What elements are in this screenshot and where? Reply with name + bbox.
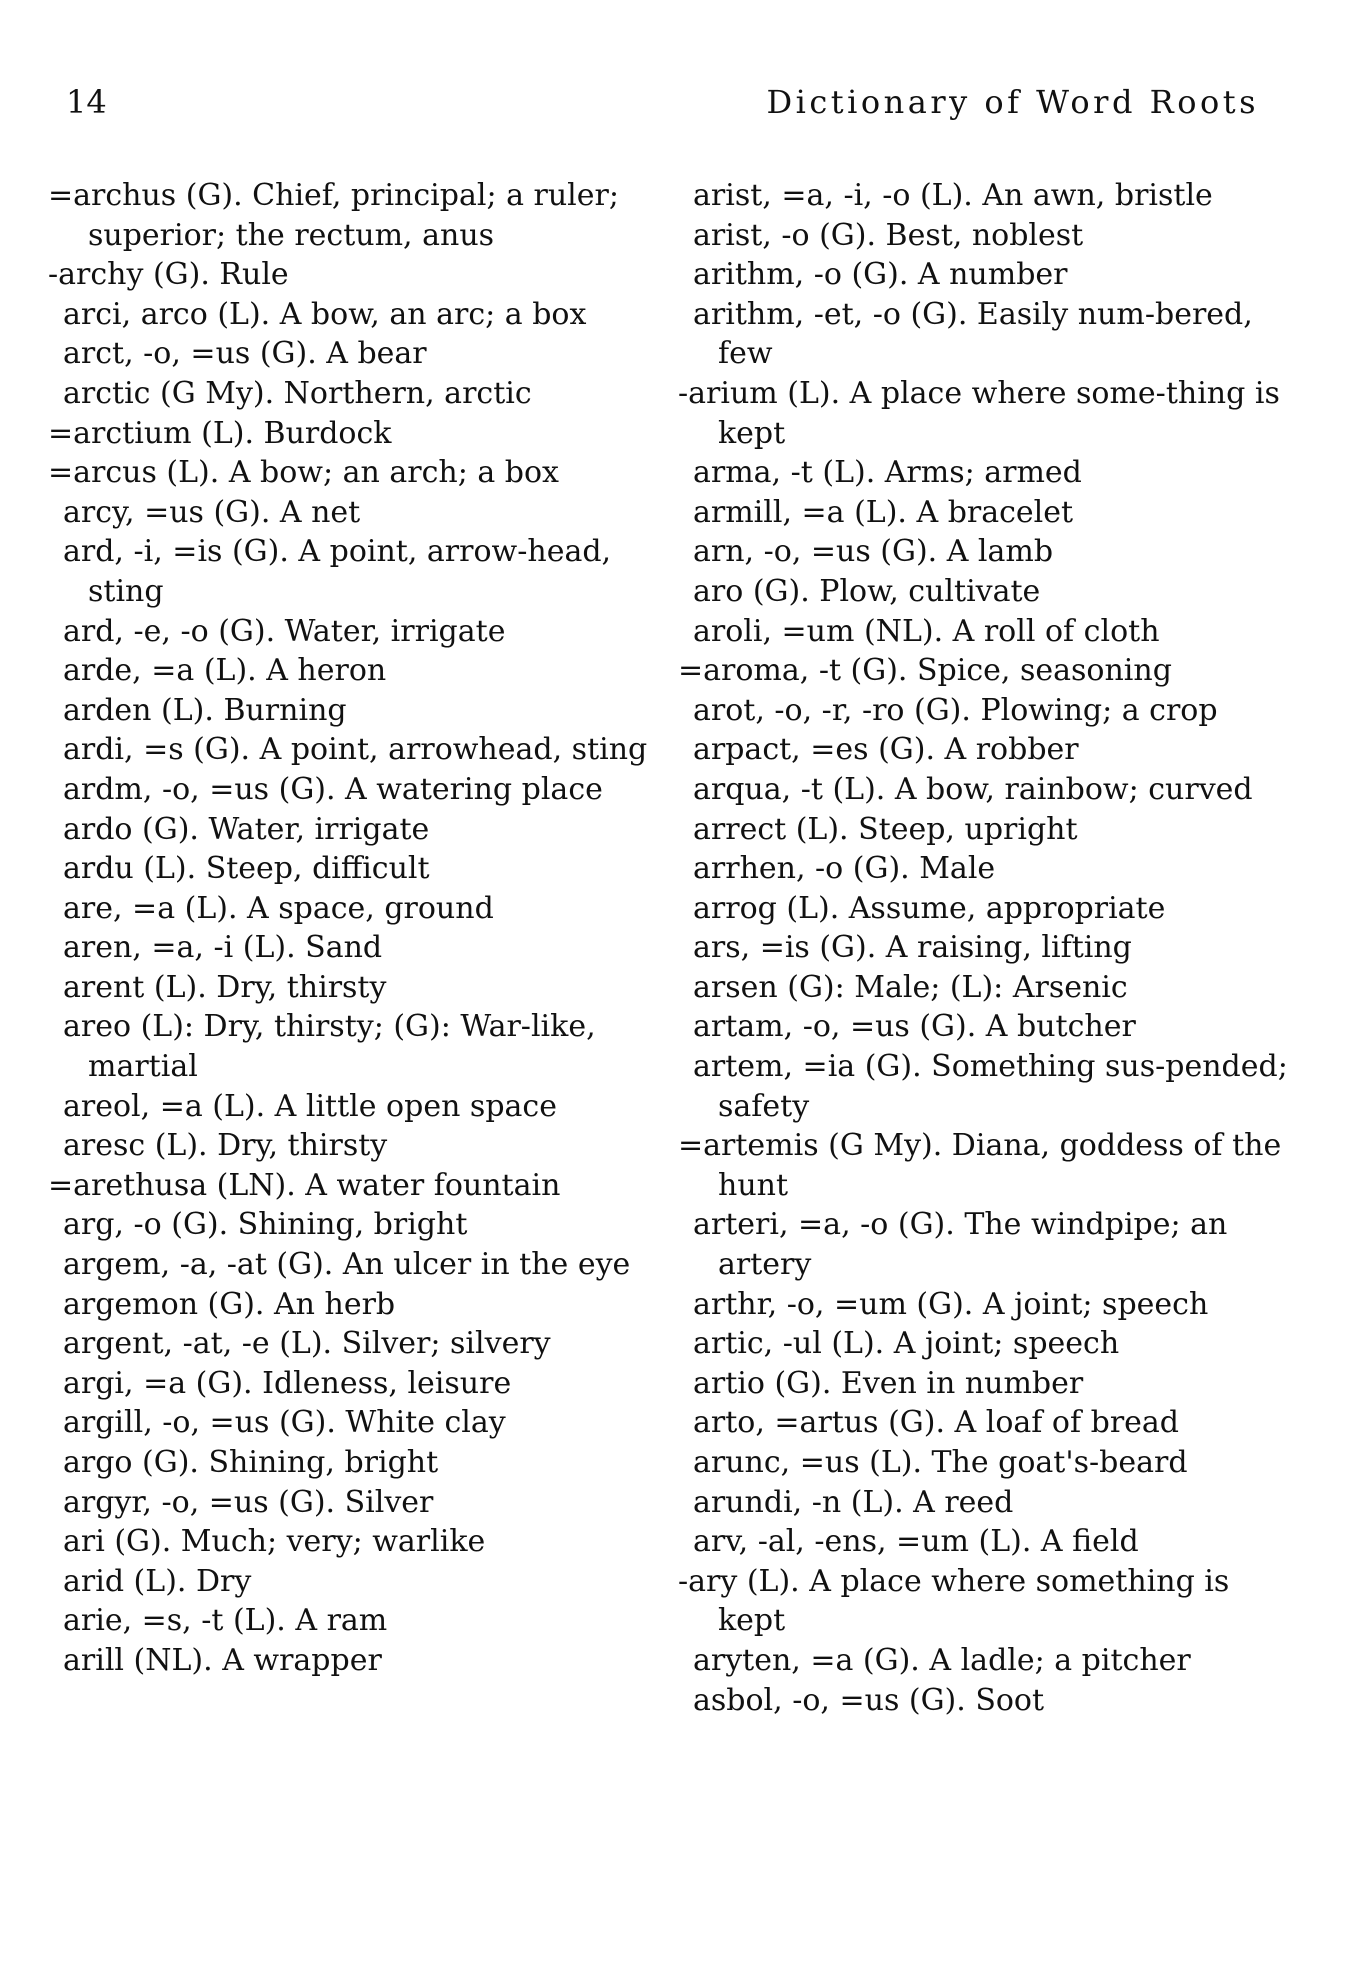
- dictionary-entry: ardo (G). Water, irrigate: [63, 811, 430, 847]
- dictionary-entry: ard, -e, -o (G). Water, irrigate: [63, 613, 506, 649]
- dictionary-entry: arrect (L). Steep, upright: [693, 811, 1078, 847]
- dictionary-entry: artic, -ul (L). A joint; speech: [693, 1326, 1120, 1362]
- dictionary-entry: arqua, -t (L). A bow, rainbow; curved: [693, 771, 1253, 807]
- dictionary-entry: are, =a (L). A space, ground: [63, 890, 494, 926]
- dictionary-entry: argo (G). Shining, bright: [63, 1445, 439, 1480]
- dictionary-entry: ard, -i, =is (G). A point, arrow-head, sting: [63, 534, 612, 609]
- dictionary-entry: arden (L). Burning: [63, 692, 347, 728]
- dictionary-entry: arma, -t (L). Arms; armed: [693, 455, 1082, 491]
- dictionary-entry: arrhen, -o (G). Male: [693, 851, 996, 887]
- dictionary-entry: arid (L). Dry: [63, 1563, 252, 1599]
- dictionary-entry: aryten, =a (G). A ladle; a pitcher: [693, 1642, 1191, 1678]
- dictionary-entry: areo (L): Dry, thirsty; (G): War-like, martial: [63, 1009, 596, 1085]
- dictionary-entry: ari (G). Much; very; warlike: [63, 1524, 486, 1560]
- dictionary-entry: arent (L). Dry, thirsty: [63, 969, 387, 1005]
- dictionary-entry: artam, -o, =us (G). A butcher: [693, 1009, 1136, 1045]
- dictionary-entry: argem, -a, -at (G). An ulcer in the eye: [63, 1247, 631, 1283]
- dictionary-entry: =archus (G). Chief, principal; a ruler; superior; the rectum, anus: [48, 178, 619, 253]
- dictionary-entry: arrog (L). Assume, appropriate: [693, 890, 1166, 926]
- dictionary-entry: aroli, =um (NL). A roll of cloth: [693, 613, 1160, 649]
- dictionary-entry: arie, =s, -t (L). A ram: [63, 1603, 388, 1639]
- dictionary-entry: -arium (L). A place where some-thing is kept: [678, 375, 1280, 451]
- dictionary-entry: armill, =a (L). A bracelet: [693, 494, 1074, 530]
- dictionary-entry: arithm, -o (G). A number: [693, 257, 1068, 293]
- dictionary-entry: asbol, -o, =us (G). Soot: [693, 1682, 1045, 1718]
- dictionary-entry: arist, =a, -i, -o (L). An awn, bristle: [693, 178, 1213, 213]
- dictionary-entry: arpact, =es (G). A robber: [693, 732, 1079, 768]
- page-number: 14: [66, 83, 107, 121]
- dictionary-entry: arot, -o, -r, -ro (G). Plowing; a crop: [693, 692, 1218, 728]
- dictionary-entry: arthr, -o, =um (G). A joint; speech: [693, 1286, 1209, 1322]
- dictionary-entry: argent, -at, -e (L). Silver; silvery: [63, 1326, 551, 1362]
- dictionary-entry: ardi, =s (G). A point, arrowhead, sting: [63, 732, 648, 768]
- dictionary-entry: arci, arco (L). A bow, an arc; a box: [63, 296, 587, 332]
- dictionary-entry: arde, =a (L). A heron: [63, 653, 387, 689]
- dictionary-entry: arunc, =us (L). The goat's-beard: [693, 1445, 1188, 1480]
- dictionary-entry: arist, -o (G). Best, noblest: [693, 217, 1084, 253]
- dictionary-entry: ardm, -o, =us (G). A watering place: [63, 771, 603, 807]
- dictionary-entry: arto, =artus (G). A loaf of bread: [693, 1405, 1180, 1441]
- dictionary-entry: -archy (G). Rule: [48, 257, 289, 293]
- dictionary-entry: =arethusa (LN). A water fountain: [48, 1167, 561, 1203]
- running-title: Dictionary of Word Roots: [766, 83, 1259, 121]
- dictionary-entry: arill (NL). A wrapper: [63, 1642, 382, 1678]
- dictionary-entry: ardu (L). Steep, difficult: [63, 851, 430, 887]
- dictionary-entry: arctic (G My). Northern, arctic: [63, 375, 532, 411]
- dictionary-entry: arv, -al, -ens, =um (L). A field: [693, 1524, 1139, 1560]
- dictionary-entry: ars, =is (G). A raising, lifting: [693, 930, 1132, 966]
- dictionary-entry: =artemis (G My). Diana, goddess of the hunt: [678, 1128, 1282, 1203]
- dictionary-entry: arcy, =us (G). A net: [63, 494, 361, 530]
- dictionary-entry: arsen (G): Male; (L): Arsenic: [693, 969, 1128, 1005]
- dictionary-entry: =arctium (L). Burdock: [48, 415, 392, 451]
- dictionary-entry: aro (G). Plow, cultivate: [693, 573, 1041, 609]
- dictionary-entry: argemon (G). An herb: [63, 1286, 396, 1322]
- dictionary-entry: aresc (L). Dry, thirsty: [63, 1128, 388, 1164]
- dictionary-entry: arundi, -n (L). A reed: [693, 1484, 1014, 1520]
- dictionary-entry: aren, =a, -i (L). Sand: [63, 930, 383, 966]
- dictionary-entry: =aroma, -t (G). Spice, seasoning: [678, 653, 1172, 689]
- dictionary-entry: arn, -o, =us (G). A lamb: [693, 534, 1054, 570]
- dictionary-entry: arg, -o (G). Shining, bright: [63, 1207, 468, 1243]
- dictionary-entry: areol, =a (L). A little open space: [63, 1088, 557, 1124]
- dictionary-entry: argi, =a (G). Idleness, leisure: [63, 1365, 512, 1401]
- dictionary-entry: argill, -o, =us (G). White clay: [63, 1405, 506, 1441]
- dictionary-entry: =arcus (L). A bow; an arch; a box: [48, 455, 559, 491]
- dictionary-entry: arct, -o, =us (G). A bear: [63, 336, 427, 372]
- dictionary-entry: arithm, -et, -o (G). Easily num-bered, few: [693, 296, 1253, 372]
- right-column: [668, 176, 1298, 1720]
- dictionary-entry: artem, =ia (G). Something sus-pended; safety: [693, 1049, 1288, 1124]
- dictionary-entry: artio (G). Even in number: [693, 1365, 1084, 1401]
- dictionary-entry: argyr, -o, =us (G). Silver: [63, 1484, 434, 1520]
- dictionary-entry: arteri, =a, -o (G). The windpipe; an artery: [693, 1207, 1228, 1283]
- left-column: [38, 176, 678, 1681]
- dictionary-entry: -ary (L). A place where something is kept: [678, 1563, 1230, 1639]
